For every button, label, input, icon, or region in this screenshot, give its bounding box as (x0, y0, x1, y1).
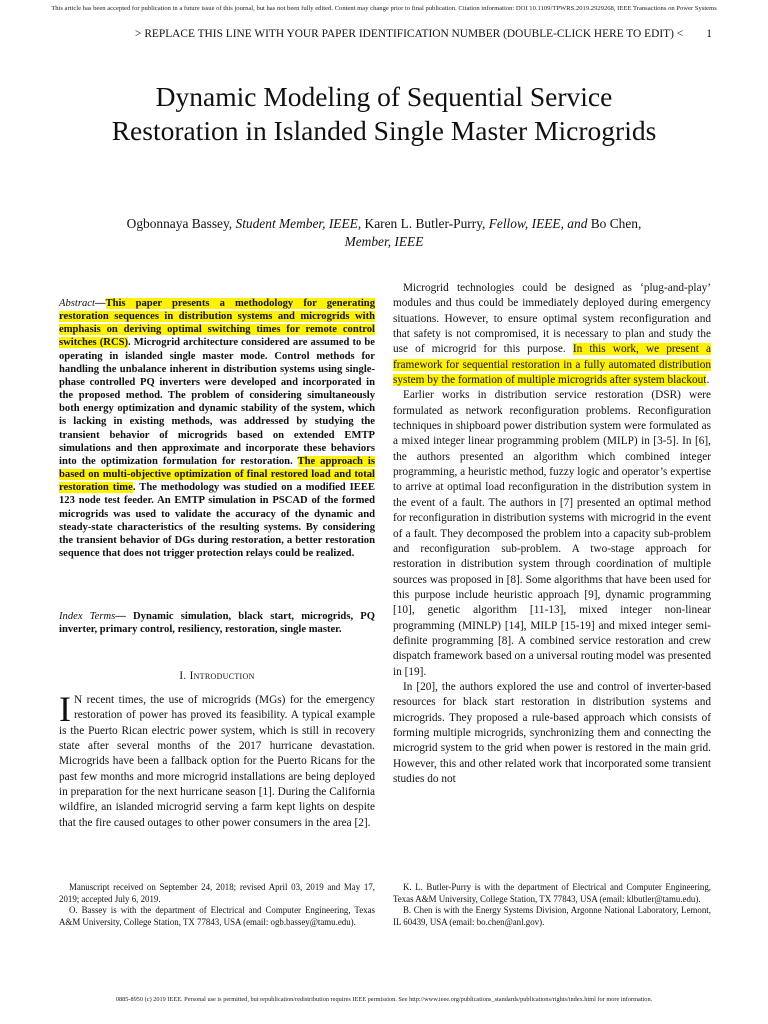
drop-cap: I (59, 689, 71, 729)
abstract-highlight-1: This paper presents a methodology for generating restoration sequences in distribution systems and microgrids with emphasis on deriving optimal switching times for remote control switches (RCS) (59, 298, 375, 349)
abstract-body-1: . Microgrid architecture considered are assumed to be operating in islanded single master mode. Control methods for handling the unbalance inherent in distribution systems using single-phase controlled PQ inverters were developed and incorporated in the proposed method. The problem of considering simultaneously both energy optimization and dynamic stability of the system, which is lacking in existing methods, was addressed by studying the transient behavior of microgrids based on extended EMTP simulations and then approximate and incorporate these behaviors into the optimization formulation for restoration. (59, 337, 375, 467)
author-2: , Karen L. Butler-Purry, (357, 216, 489, 231)
abstract-label: Abstract (59, 298, 95, 309)
abstract-dash: — (94, 298, 106, 309)
abstract-body-2: . The methodology was studied on a modified IEEE 123 node test feeder. An EMTP simulation in PSCAD of the formed microgrids was used to validate the accuracy of the dynamic and steady-state characteristics of the resulting systems. By considering the transient behavior of DGs during restoration, a better restoration sequence that does not trigger protection relays could be realized. (59, 482, 375, 559)
paper-title: Dynamic Modeling of Sequential Service Restoration in Islanded Single Master Microgrids (111, 81, 657, 146)
paragraph-plug-and-play (393, 281, 711, 388)
paragraph-text: Microgrid technologies could be designed as ‘plug-and-play’ modules and thus could be immediately deployed during emergency situations. However, to ensure optimal system reconfiguration and that safety is not compromised, it is necessary to plan and study the use of microgrid for this purpose. (393, 282, 711, 356)
author-3: Bo Chen, (587, 216, 642, 231)
paragraph-inverter-resources: In [20], the authors explored the use and control of inverter-based resources for black start restoration in distribution systems and microgrids. They proposed a rule-based approach which consists of forming multiple microgrids, synchronizing them and connecting the microgrid system to the grid when power is restored in the main grid. However, this and other related work that incorporated some transient studies do not (393, 680, 711, 785)
paragraph-end: . (706, 374, 710, 387)
footnote-author-butler-purry: K. L. Butler-Purry is with the department of Electrical and Computer Engineering, Texas A&M University, College Station, TX 77843, USA (email: klbutler@tamu.edu). (393, 882, 711, 904)
index-terms (59, 610, 375, 636)
highlight-framework: In this work, we present a framework for sequential restoration in a fully automated distribution system by the formation of multiple microgrids after system blackout (393, 343, 711, 387)
abstract (59, 297, 375, 560)
copyright-notice: 0885-8950 (c) 2019 IEEE. Personal use is permitted, but republication/redistribution requires IEEE permission. See http://www.ieee.org/publications_standards/publications/rights/index.html for more information. (115, 996, 653, 1003)
footnote-author-bassey: O. Bassey is with the department of Electrical and Computer Engineering, Texas A&M University, College Station, TX 77843, USA (email: ogb.bassey@tamu.edu). (59, 905, 375, 927)
section-title: Introduction (189, 670, 255, 682)
introduction-paragraph (59, 689, 375, 831)
author-list (110, 215, 658, 250)
running-header (60, 27, 712, 41)
section-heading-introduction (59, 670, 375, 682)
journal-notice: This article has been accepted for publication in a future issue of this journal, but has not been fully edited. Content may change prior to final publication. Citation information: DOI 10.1109/TPWRS.2019.2929268, IEEE Transactions on Power Systems (51, 5, 717, 12)
page-number: 1 (706, 28, 712, 40)
footnotes-right (393, 882, 711, 928)
index-terms-label: Index Terms (59, 611, 116, 622)
author-1: Ogbonnaya Bassey, (126, 216, 236, 231)
section-number: I. (179, 670, 187, 682)
header-text: > REPLACE THIS LINE WITH YOUR PAPER IDENTIFICATION NUMBER (DOUBLE-CLICK HERE TO EDIT) < (135, 28, 684, 40)
footnote-author-chen: B. Chen is with the Energy Systems Division, Argonne National Laboratory, Lemont, IL 60439, USA (email: bo.chen@anl.gov). (393, 905, 711, 927)
footnote-manuscript: Manuscript received on September 24, 2018; revised April 03, 2019 and May 17, 2019; accepted July 6, 2019. (59, 882, 375, 904)
author-1-role: Student Member, IEEE (235, 216, 358, 231)
footnotes-left (59, 882, 375, 928)
author-3-role: Member, IEEE (344, 233, 424, 249)
introduction-text: N recent times, the use of microgrids (MGs) for the emergency restoration of power has proved its feasibility. A typical example is the Puerto Rican electric power system, which is still in recovery state after several months of the 2017 hurricane devastation. Microgrids have been a fallback option for the Puerto Ricans for the past few months and more microgrid installations are being deployed in preparation for the next hurricane season [1]. During the California wildfire, an islanded microgrid serving a farm kept lights on despite that the fire caused outages to other power consumers in the area [2]. (59, 694, 375, 829)
right-column (393, 281, 711, 787)
author-2-role: Fellow, IEEE, and (488, 216, 588, 231)
paragraph-earlier-works: Earlier works in distribution service restoration (DSR) were formulated as network reconfiguration problems. Reconfiguration techniques in shipboard power distribution system were formulated as a mixed integer linear programming problem (MILP) in [3-5]. In [6], the authors presented an algorithm which combined integer programming, a heuristic method, fuzzy logic and operator’s expertise to arrive at optimal load reconfiguration in the distribution system in the event of a fault. The authors in [7] presented an optimal method for reconfiguration in distribution systems with microgrid in the event of a fault. They decomposed the problem into a capacity sub-problem and reconfiguration sub-problem. A two-stage approach for restoration in distribution system through coordination of multiple sources was proposed in [8]. Some algorithms that have been used for this purpose include heuristic approach [9], dynamic programming [10], genetic algorithm [11-13], mixed integer non-linear programming (MINLP) [14], MILP [15-19] and mixed integer semi-definite programming [8]. A combined service restoration and crew dispatch framework based on a universal routing model was presented in [19]. (393, 389, 711, 678)
index-terms-body: — Dynamic simulation, black start, microgrids, PQ inverter, primary control, resiliency, restoration, single master. (59, 611, 375, 636)
abstract-highlight-2: The approach is based on multi-objective optimization of final restored load and total restoration time (59, 455, 375, 494)
